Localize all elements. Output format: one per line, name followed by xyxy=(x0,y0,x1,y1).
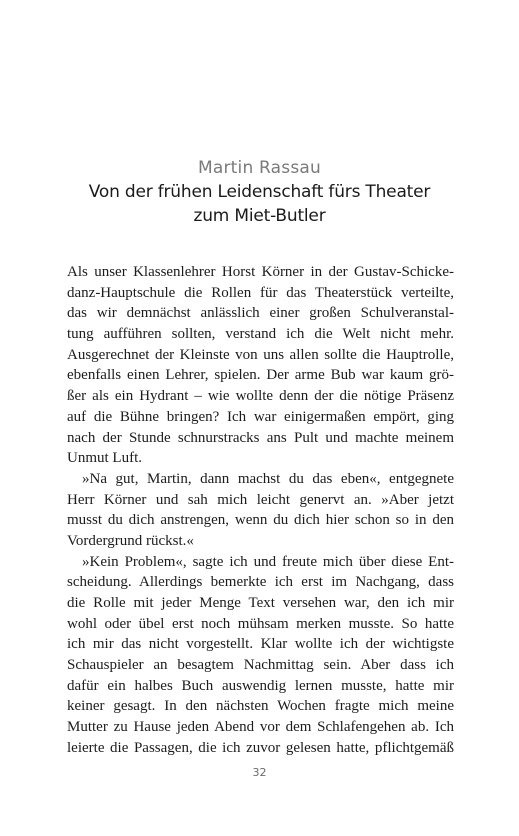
text-line: ebenfalls einen Lehrer, spielen. Der arme Bub war kaum grö- xyxy=(67,367,454,384)
text-line: »Na gut, Martin, dann machst du das eben«, entgegnete xyxy=(82,470,454,487)
text-line: wohl oder übel erst noch mühsam merken musste. So hatte xyxy=(67,615,454,632)
text-line: Als unser Klassenlehrer Horst Körner in der Gustav-Schicke- xyxy=(67,264,454,280)
text-line: Ausgerechnet der Kleinste von uns allen sollte die Hauptrolle, xyxy=(67,346,454,363)
text-line: dafür ein halbes Buch auswendig lernen musste, hatte mir xyxy=(67,677,454,694)
text-line: ich mir das nicht vorgestellt. Klar wollte ich der wichtigste xyxy=(67,636,454,653)
text-line: scheidung. Allerdings bemerkte ich erst im Nachgang, dass xyxy=(67,574,454,591)
paragraph xyxy=(67,469,454,552)
chapter-author: Martin Rassau xyxy=(197,158,321,178)
chapter-header xyxy=(0,156,519,228)
text-line: keiner gesagt. In den nächsten Wochen fragte mich meine xyxy=(67,698,454,715)
text-line: ßer als ein Hydrant – wie wollte denn der die nötige Präsenz xyxy=(67,388,454,405)
text-line: auf die Bühne bringen? Ich war einigermaßen empört, ging xyxy=(67,408,454,425)
text-line: Herr Körner und sah mich leicht genervt an. »Aber jetzt xyxy=(67,491,454,508)
text-line: musst du dich anstrengen, wenn du dich hier schon so in den xyxy=(67,512,454,529)
text-line: die Rolle mit jeder Menge Text versehen war, den ich mir xyxy=(67,595,454,611)
text-line: tung aufführen sollten, verstand ich die Welt nicht mehr. xyxy=(67,326,454,343)
text-line: danz-Hauptschule die Rollen für das Theaterstück verteilte, xyxy=(67,284,454,301)
text-line: Mutter zu Hause jeden Abend vor dem Schlafengehen ab. Ich xyxy=(67,719,454,736)
page-number: 32 xyxy=(252,766,267,779)
text-line: leierte die Passagen, die ich zuvor gelesen hatte, pflichtgemäß xyxy=(67,739,454,756)
text-line: Vordergrund rückst.« xyxy=(67,532,194,549)
chapter-title-line-1: Von der frühen Leidenschaft fürs Theater xyxy=(88,182,431,202)
chapter-title-line-2: zum Miet-Butler xyxy=(193,206,326,226)
text-line: das wir demnächst anlässlich einer großen Schulveranstal- xyxy=(67,305,454,322)
text-line: Unmut Luft. xyxy=(67,450,142,467)
text-line: nach der Stunde schnurstracks ans Pult und machte meinem xyxy=(67,429,454,446)
paragraph xyxy=(67,552,454,759)
paragraph xyxy=(67,262,454,469)
text-line: »Kein Problem«, sagte ich und freute mich über diese Ent- xyxy=(82,553,454,570)
body-text xyxy=(67,262,454,759)
text-line: Schauspieler an besagtem Nachmittag sein. Aber dass ich xyxy=(67,657,454,674)
